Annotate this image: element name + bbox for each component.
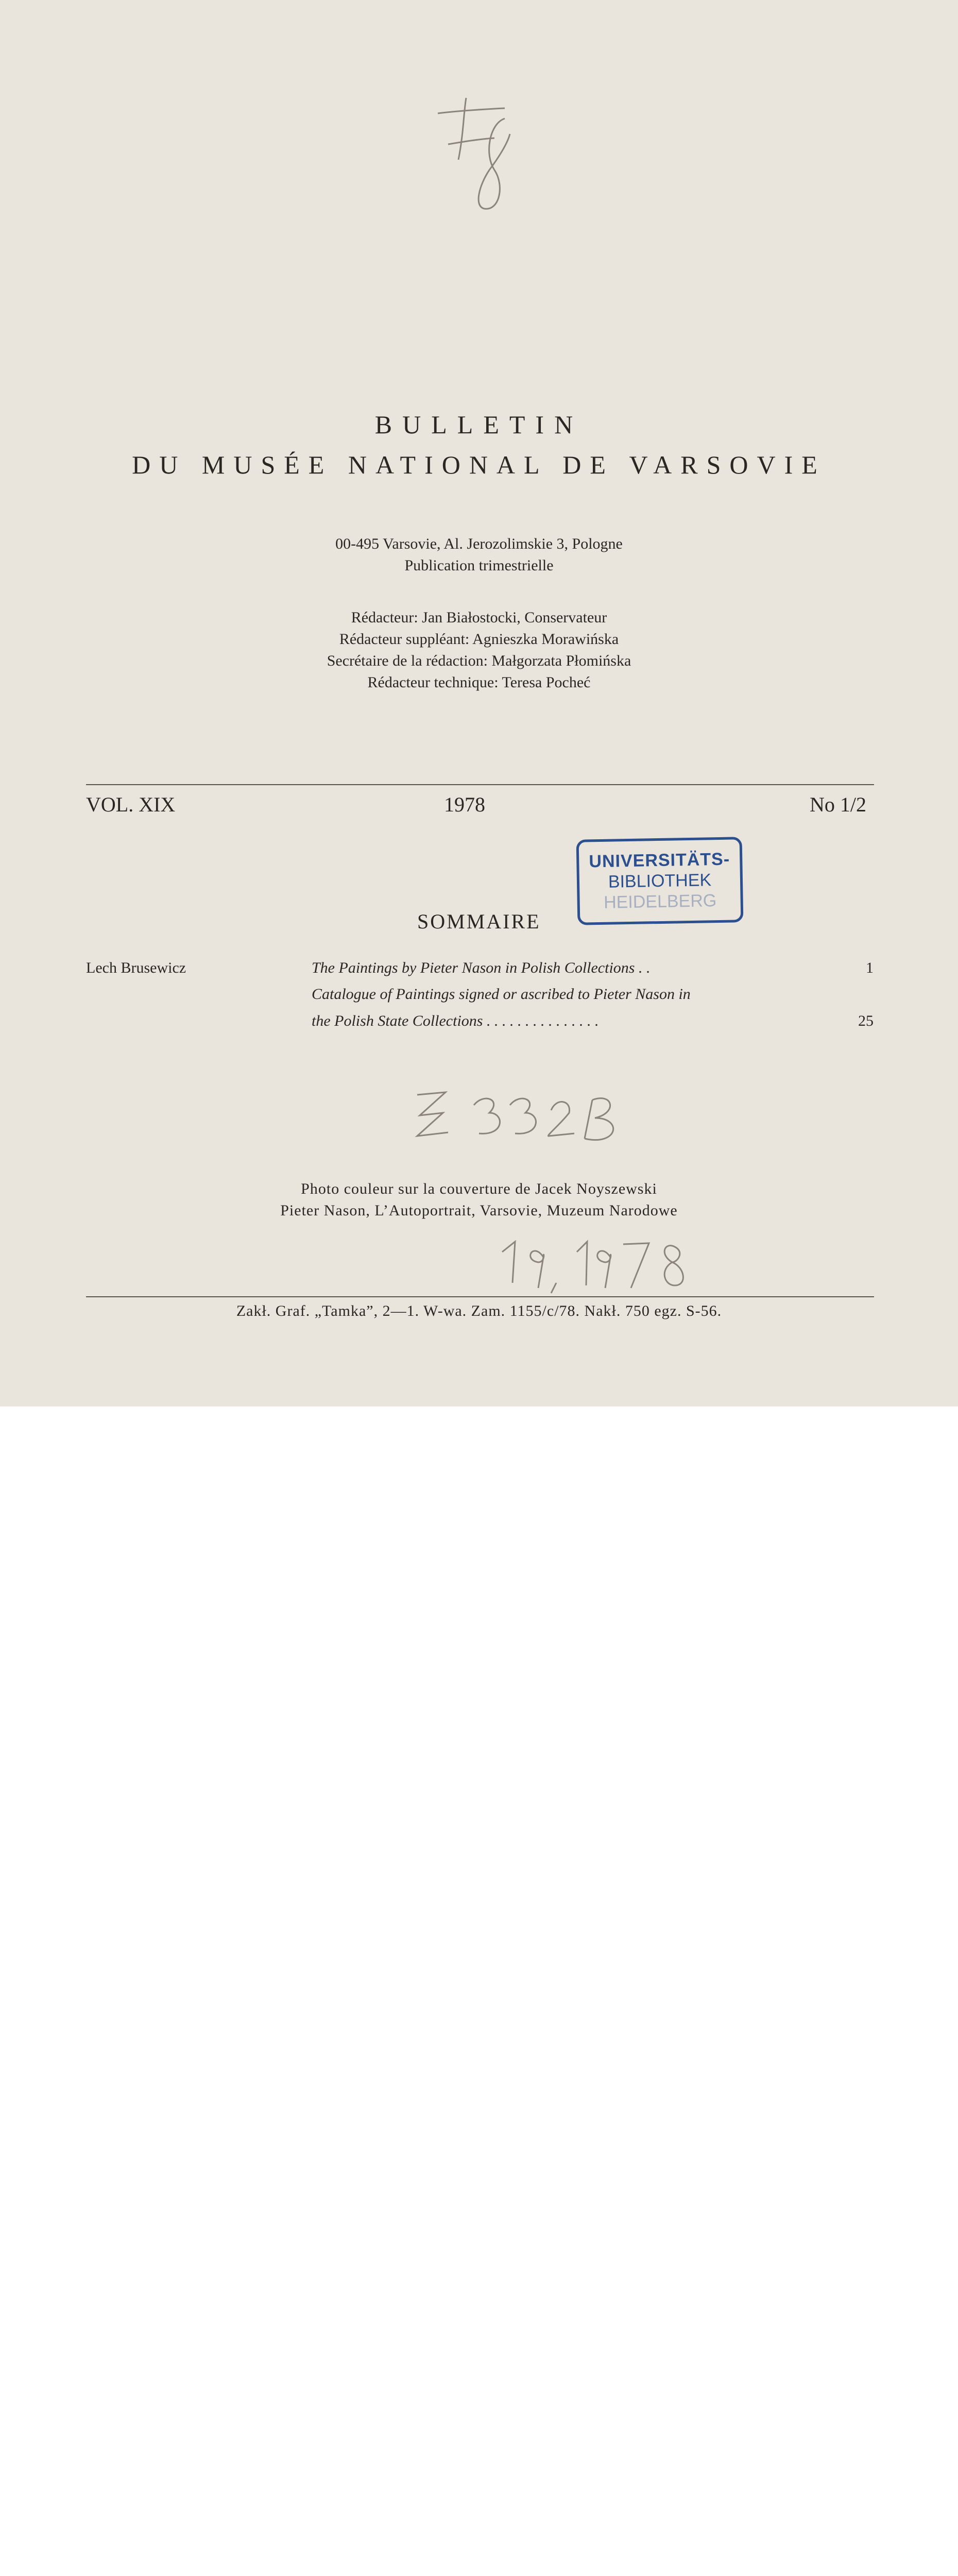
- divider-bottom: [86, 1296, 874, 1297]
- staff-line: Secrétaire de la rédaction: Małgorzata Płomińska: [327, 652, 631, 669]
- contents-entry-title: Catalogue of Paintings signed or ascribed to Pieter Nason in: [312, 986, 691, 1003]
- handwritten-volume-note: [494, 1234, 721, 1296]
- frequency-line: Publication trimestrielle: [404, 557, 554, 574]
- museum-title: DU MUSÉE NATIONAL DE VARSOVIE: [132, 450, 826, 479]
- contents-entry-title: the Polish State Collections . . . . . . . . . . . . . . .: [312, 1012, 599, 1029]
- address-block: [0, 533, 958, 577]
- stamp-line: UNIVERSITÄTS-: [589, 849, 730, 872]
- divider-top: [86, 784, 874, 785]
- photo-credit-line: Photo couleur sur la couverture de Jacek Noyszewski: [301, 1180, 657, 1197]
- photo-credits: [0, 1178, 958, 1222]
- stamp-line: HEIDELBERG: [603, 891, 717, 912]
- address-line: 00-495 Varsovie, Al. Jerozolimskie 3, Pologne: [335, 535, 623, 552]
- stamp-line: BIBLIOTHEK: [608, 870, 712, 892]
- volume-year: 1978: [444, 793, 485, 816]
- contents-page-number: 1: [866, 959, 874, 976]
- issue-number: No 1/2: [810, 793, 866, 816]
- photo-credit-line: Pieter Nason, L’Autoportrait, Varsovie, Muzeum Narodowe: [280, 1202, 678, 1219]
- handwritten-mark: [427, 82, 531, 216]
- printer-imprint: Zakł. Graf. „Tamka”, 2—1. W-wa. Zam. 1155/c/78. Nakł. 750 egz. S-56.: [236, 1302, 722, 1319]
- staff-line: Rédacteur suppléant: Agnieszka Morawińska: [339, 631, 619, 648]
- contents-author: Lech Brusewicz: [86, 959, 186, 976]
- bulletin-title: BULLETIN: [374, 410, 584, 439]
- library-stamp: [576, 837, 744, 925]
- staff-line: Rédacteur technique: Teresa Pocheć: [367, 674, 591, 691]
- staff-list: [0, 607, 958, 693]
- digitization-footer: [0, 1406, 958, 1481]
- staff-line: Rédacteur: Jan Białostocki, Conservateur: [351, 609, 607, 626]
- contents-entry-title: The Paintings by Pieter Nason in Polish Collections . .: [312, 959, 651, 976]
- volume-number: VOL. XIX: [86, 793, 176, 816]
- handwritten-shelfmark: [407, 1082, 695, 1149]
- contents-page-number: 25: [858, 1012, 874, 1029]
- contents-heading: SOMMAIRE: [417, 910, 541, 933]
